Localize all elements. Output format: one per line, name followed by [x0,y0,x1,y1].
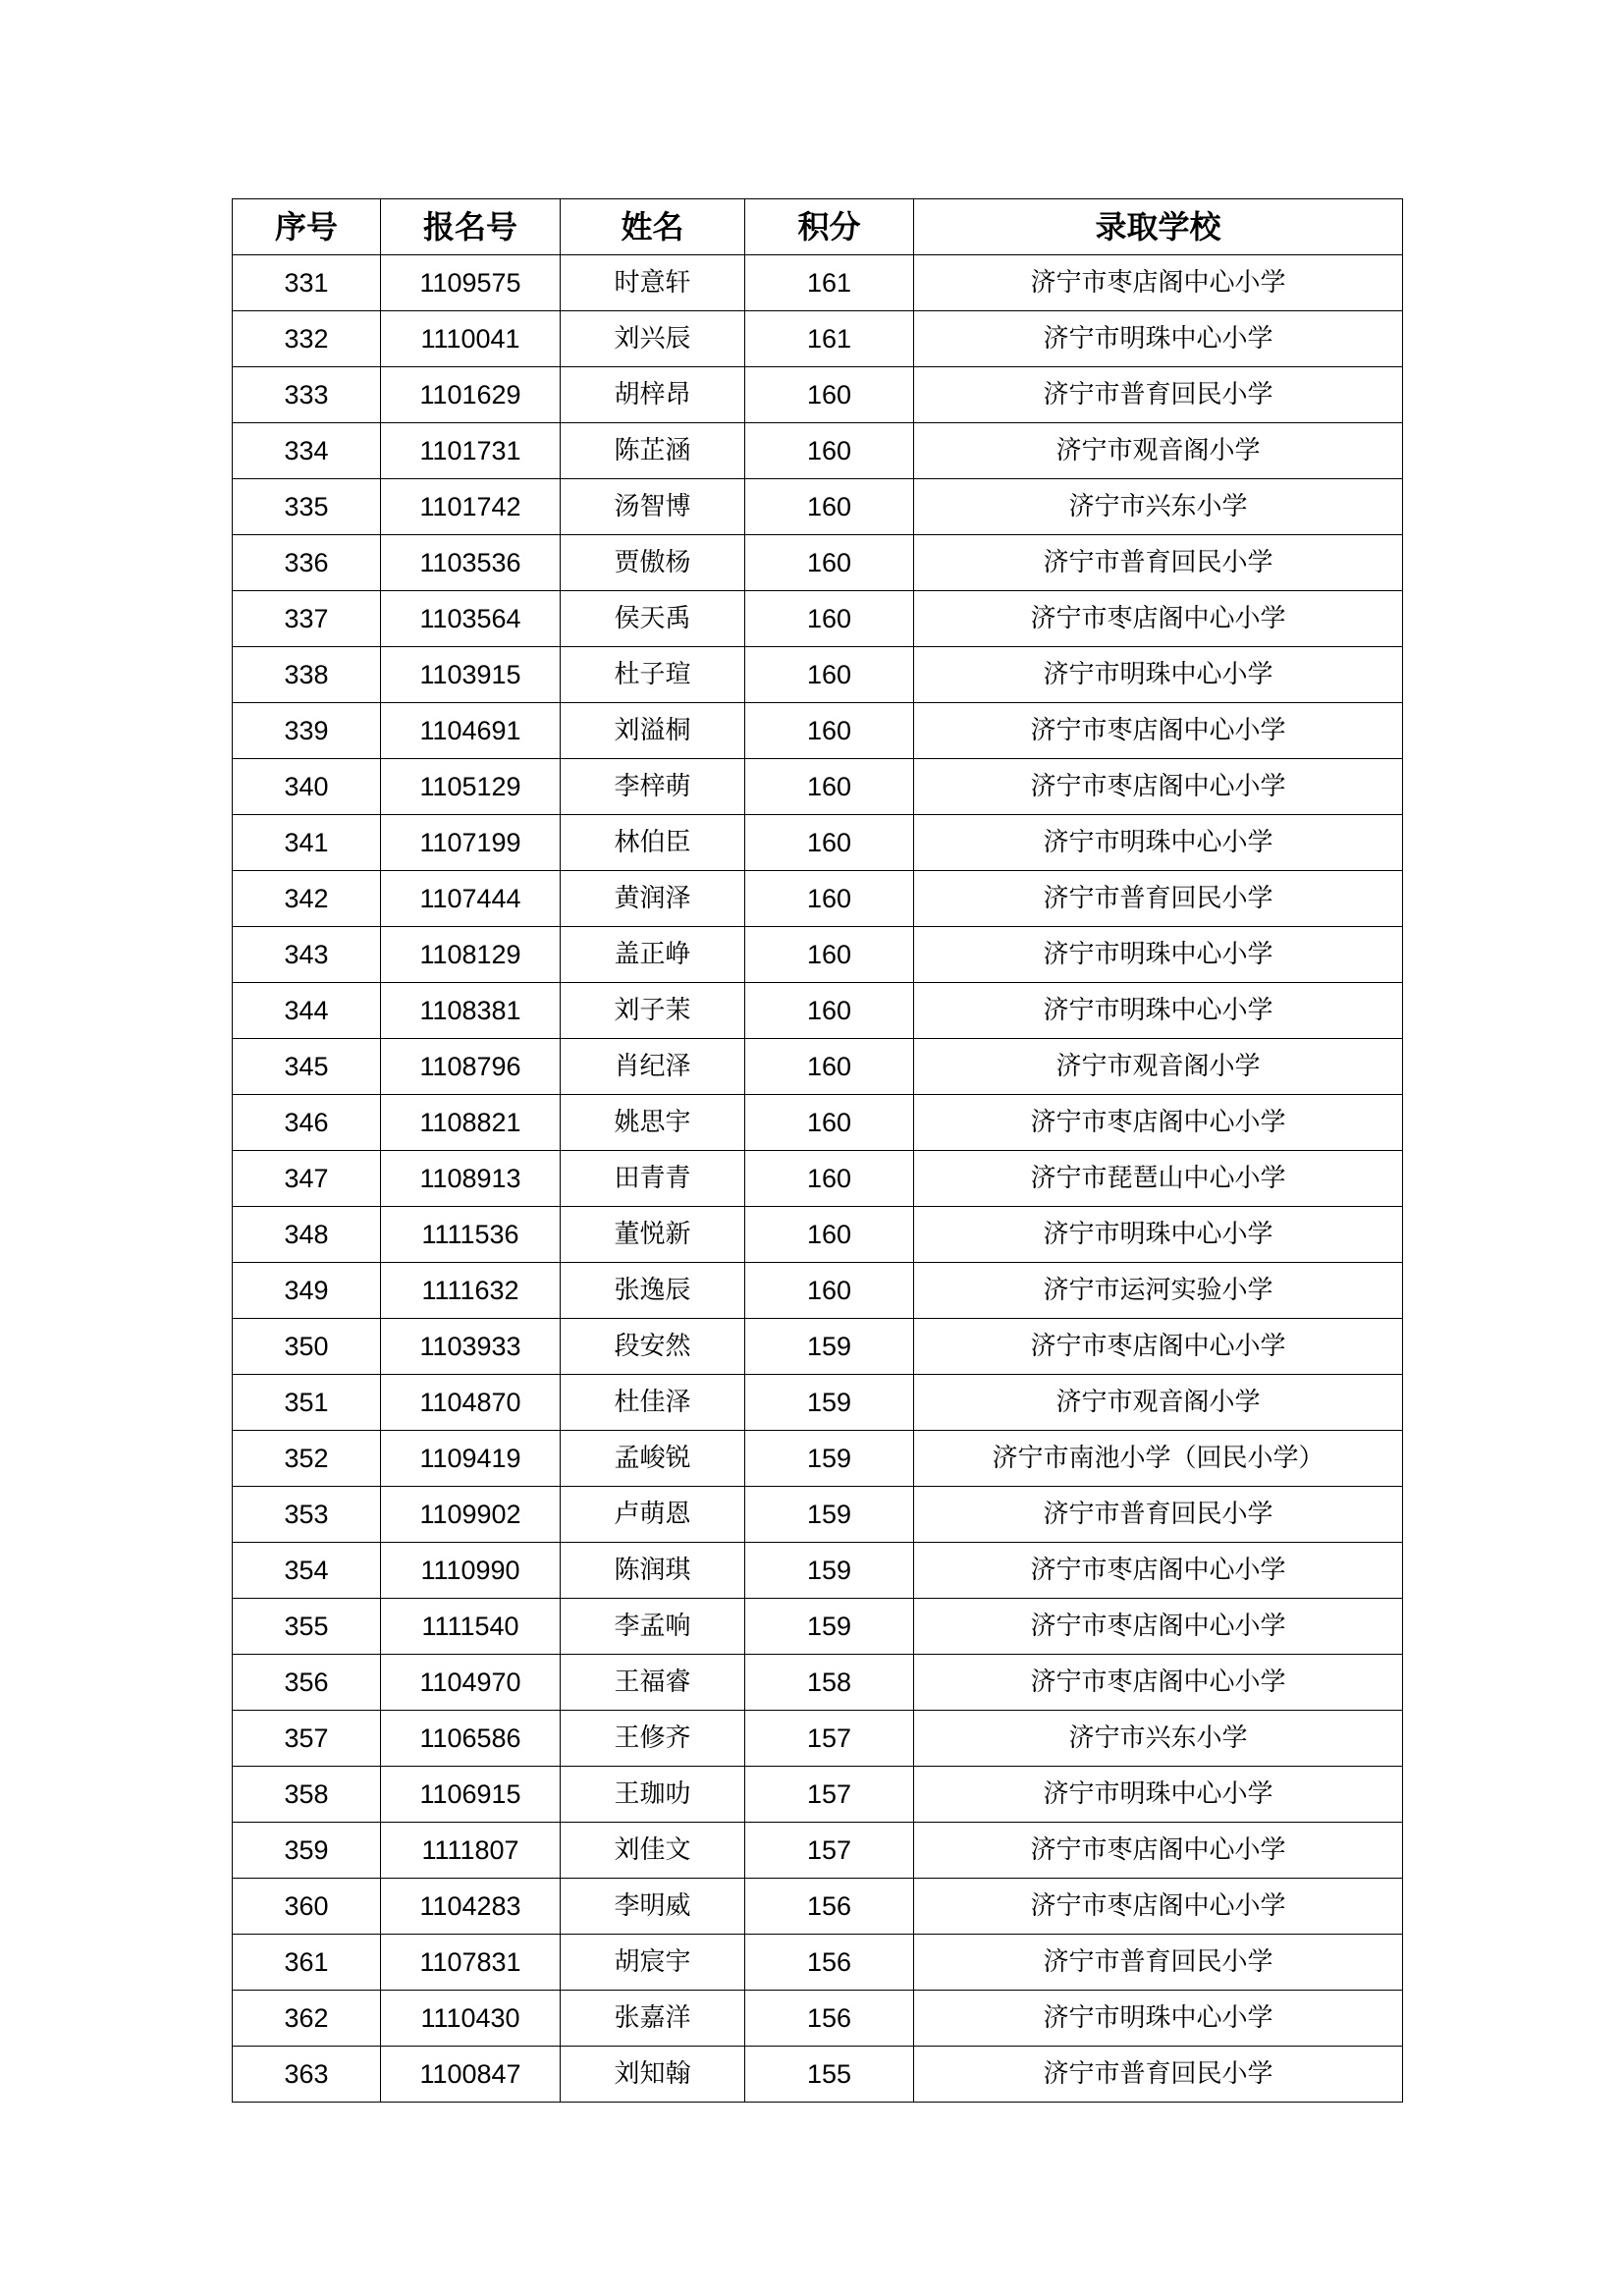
cell-name: 王福睿 [561,1655,745,1711]
cell-score: 156 [745,1879,914,1935]
header-reg-no: 报名号 [381,199,561,255]
table-row [233,703,1403,759]
cell-seq: 350 [233,1319,381,1375]
cell-reg-no: 1108796 [381,1039,561,1095]
cell-seq: 334 [233,423,381,479]
table-row [233,1599,1403,1655]
cell-score: 157 [745,1711,914,1767]
cell-reg-no: 1107199 [381,815,561,871]
cell-reg-no: 1108381 [381,983,561,1039]
cell-name: 黄润泽 [561,871,745,927]
cell-reg-no: 1103564 [381,591,561,647]
cell-seq: 349 [233,1263,381,1319]
cell-reg-no: 1103536 [381,535,561,591]
cell-score: 160 [745,871,914,927]
cell-seq: 344 [233,983,381,1039]
cell-seq: 352 [233,1431,381,1487]
cell-school: 济宁市枣店阁中心小学 [914,1599,1403,1655]
cell-name: 刘溢桐 [561,703,745,759]
cell-school: 济宁市观音阁小学 [914,1039,1403,1095]
cell-school: 济宁市明珠中心小学 [914,983,1403,1039]
header-score: 积分 [745,199,914,255]
cell-seq: 353 [233,1487,381,1543]
cell-school: 济宁市琵琶山中心小学 [914,1151,1403,1207]
cell-reg-no: 1111632 [381,1263,561,1319]
cell-name: 王珈叻 [561,1767,745,1823]
cell-seq: 339 [233,703,381,759]
cell-seq: 341 [233,815,381,871]
cell-score: 157 [745,1767,914,1823]
cell-score: 159 [745,1319,914,1375]
cell-school: 济宁市兴东小学 [914,1711,1403,1767]
cell-seq: 345 [233,1039,381,1095]
cell-score: 160 [745,367,914,423]
cell-reg-no: 1104283 [381,1879,561,1935]
cell-seq: 358 [233,1767,381,1823]
cell-seq: 357 [233,1711,381,1767]
cell-name: 胡梓昂 [561,367,745,423]
table-row [233,1151,1403,1207]
cell-seq: 356 [233,1655,381,1711]
cell-reg-no: 1104870 [381,1375,561,1431]
cell-name: 李孟响 [561,1599,745,1655]
cell-name: 董悦新 [561,1207,745,1263]
cell-reg-no: 1109419 [381,1431,561,1487]
cell-name: 孟峻锐 [561,1431,745,1487]
cell-school: 济宁市普育回民小学 [914,2047,1403,2103]
cell-name: 胡宸宇 [561,1935,745,1991]
cell-seq: 347 [233,1151,381,1207]
cell-name: 姚思宇 [561,1095,745,1151]
cell-school: 济宁市明珠中心小学 [914,647,1403,703]
cell-reg-no: 1110041 [381,311,561,367]
cell-school: 济宁市运河实验小学 [914,1263,1403,1319]
cell-reg-no: 1111807 [381,1823,561,1879]
table-row [233,311,1403,367]
cell-score: 161 [745,311,914,367]
header-seq: 序号 [233,199,381,255]
cell-seq: 340 [233,759,381,815]
cell-name: 刘子茉 [561,983,745,1039]
cell-reg-no: 1104970 [381,1655,561,1711]
cell-name: 田青青 [561,1151,745,1207]
cell-reg-no: 1109575 [381,255,561,311]
cell-seq: 360 [233,1879,381,1935]
cell-score: 160 [745,759,914,815]
table-row [233,1655,1403,1711]
cell-seq: 346 [233,1095,381,1151]
cell-reg-no: 1101742 [381,479,561,535]
cell-name: 段安然 [561,1319,745,1375]
table-row [233,647,1403,703]
cell-school: 济宁市普育回民小学 [914,1935,1403,1991]
cell-seq: 331 [233,255,381,311]
cell-score: 160 [745,1151,914,1207]
cell-seq: 355 [233,1599,381,1655]
cell-name: 侯天禹 [561,591,745,647]
cell-seq: 354 [233,1543,381,1599]
cell-name: 刘知翰 [561,2047,745,2103]
cell-name: 陈芷涵 [561,423,745,479]
cell-reg-no: 1106915 [381,1767,561,1823]
cell-reg-no: 1100847 [381,2047,561,2103]
cell-school: 济宁市普育回民小学 [914,367,1403,423]
cell-reg-no: 1106586 [381,1711,561,1767]
cell-seq: 361 [233,1935,381,1991]
cell-reg-no: 1103915 [381,647,561,703]
cell-name: 刘兴辰 [561,311,745,367]
cell-score: 160 [745,983,914,1039]
cell-name: 盖正峥 [561,927,745,983]
cell-name: 张嘉洋 [561,1991,745,2047]
cell-school: 济宁市枣店阁中心小学 [914,1319,1403,1375]
cell-score: 160 [745,535,914,591]
cell-score: 161 [745,255,914,311]
cell-score: 160 [745,1207,914,1263]
cell-score: 160 [745,703,914,759]
header-school: 录取学校 [914,199,1403,255]
table-row [233,255,1403,311]
table-row [233,1207,1403,1263]
cell-school: 济宁市枣店阁中心小学 [914,591,1403,647]
cell-name: 肖纪泽 [561,1039,745,1095]
cell-reg-no: 1105129 [381,759,561,815]
table-row [233,1039,1403,1095]
cell-seq: 333 [233,367,381,423]
cell-score: 160 [745,1095,914,1151]
cell-name: 杜佳泽 [561,1375,745,1431]
header-row [233,199,1403,255]
cell-school: 济宁市枣店阁中心小学 [914,1543,1403,1599]
cell-score: 160 [745,1039,914,1095]
cell-seq: 343 [233,927,381,983]
cell-seq: 337 [233,591,381,647]
cell-school: 济宁市枣店阁中心小学 [914,1823,1403,1879]
cell-score: 160 [745,647,914,703]
cell-seq: 351 [233,1375,381,1431]
cell-score: 160 [745,479,914,535]
cell-score: 159 [745,1599,914,1655]
table-row [233,2047,1403,2103]
cell-school: 济宁市普育回民小学 [914,535,1403,591]
table-row [233,367,1403,423]
table-row [233,1543,1403,1599]
table-row [233,423,1403,479]
cell-score: 159 [745,1375,914,1431]
table-row [233,1767,1403,1823]
cell-score: 159 [745,1487,914,1543]
table-row [233,815,1403,871]
cell-reg-no: 1110430 [381,1991,561,2047]
cell-reg-no: 1111536 [381,1207,561,1263]
table-row [233,1823,1403,1879]
cell-school: 济宁市普育回民小学 [914,871,1403,927]
cell-seq: 362 [233,1991,381,2047]
cell-school: 济宁市枣店阁中心小学 [914,759,1403,815]
cell-school: 济宁市明珠中心小学 [914,927,1403,983]
cell-name: 刘佳文 [561,1823,745,1879]
cell-reg-no: 1107831 [381,1935,561,1991]
cell-seq: 363 [233,2047,381,2103]
cell-name: 汤智博 [561,479,745,535]
cell-score: 156 [745,1935,914,1991]
admission-table [232,198,1403,2103]
table-row [233,927,1403,983]
cell-school: 济宁市枣店阁中心小学 [914,703,1403,759]
cell-reg-no: 1108913 [381,1151,561,1207]
table-row [233,1375,1403,1431]
cell-reg-no: 1108129 [381,927,561,983]
cell-school: 济宁市明珠中心小学 [914,815,1403,871]
cell-school: 济宁市明珠中心小学 [914,1207,1403,1263]
table-row [233,1095,1403,1151]
table-row [233,759,1403,815]
table-row [233,983,1403,1039]
table-row [233,871,1403,927]
cell-seq: 359 [233,1823,381,1879]
cell-name: 陈润琪 [561,1543,745,1599]
cell-school: 济宁市枣店阁中心小学 [914,1095,1403,1151]
table-row [233,1263,1403,1319]
cell-name: 杜子瑄 [561,647,745,703]
table-row [233,591,1403,647]
cell-reg-no: 1110990 [381,1543,561,1599]
cell-reg-no: 1101629 [381,367,561,423]
cell-score: 155 [745,2047,914,2103]
table-row [233,479,1403,535]
table-row [233,1879,1403,1935]
header-name: 姓名 [561,199,745,255]
cell-score: 160 [745,423,914,479]
cell-name: 贾傲杨 [561,535,745,591]
cell-school: 济宁市观音阁小学 [914,1375,1403,1431]
cell-score: 160 [745,591,914,647]
cell-school: 济宁市明珠中心小学 [914,1991,1403,2047]
cell-reg-no: 1109902 [381,1487,561,1543]
cell-name: 林伯臣 [561,815,745,871]
cell-name: 王修齐 [561,1711,745,1767]
cell-school: 济宁市枣店阁中心小学 [914,255,1403,311]
cell-reg-no: 1101731 [381,423,561,479]
cell-score: 160 [745,815,914,871]
cell-name: 张逸辰 [561,1263,745,1319]
cell-reg-no: 1107444 [381,871,561,927]
cell-name: 时意轩 [561,255,745,311]
cell-score: 156 [745,1991,914,2047]
table-row [233,1991,1403,2047]
cell-school: 济宁市观音阁小学 [914,423,1403,479]
table-row [233,1431,1403,1487]
table-row [233,1487,1403,1543]
cell-name: 李梓萌 [561,759,745,815]
cell-school: 济宁市普育回民小学 [914,1487,1403,1543]
cell-seq: 338 [233,647,381,703]
cell-score: 160 [745,1263,914,1319]
table-row [233,535,1403,591]
cell-score: 158 [745,1655,914,1711]
cell-score: 159 [745,1431,914,1487]
cell-score: 157 [745,1823,914,1879]
table-body [233,255,1403,2103]
table-row [233,1935,1403,1991]
cell-school: 济宁市明珠中心小学 [914,1767,1403,1823]
cell-school: 济宁市明珠中心小学 [914,311,1403,367]
cell-seq: 332 [233,311,381,367]
cell-reg-no: 1111540 [381,1599,561,1655]
cell-reg-no: 1108821 [381,1095,561,1151]
cell-school: 济宁市南池小学（回民小学） [914,1431,1403,1487]
cell-reg-no: 1103933 [381,1319,561,1375]
cell-seq: 348 [233,1207,381,1263]
cell-reg-no: 1104691 [381,703,561,759]
table-row [233,1319,1403,1375]
cell-school: 济宁市枣店阁中心小学 [914,1879,1403,1935]
cell-seq: 342 [233,871,381,927]
cell-seq: 336 [233,535,381,591]
cell-school: 济宁市枣店阁中心小学 [914,1655,1403,1711]
cell-school: 济宁市兴东小学 [914,479,1403,535]
cell-name: 卢萌恩 [561,1487,745,1543]
cell-score: 159 [745,1543,914,1599]
table-row [233,1711,1403,1767]
cell-seq: 335 [233,479,381,535]
cell-name: 李明威 [561,1879,745,1935]
cell-score: 160 [745,927,914,983]
